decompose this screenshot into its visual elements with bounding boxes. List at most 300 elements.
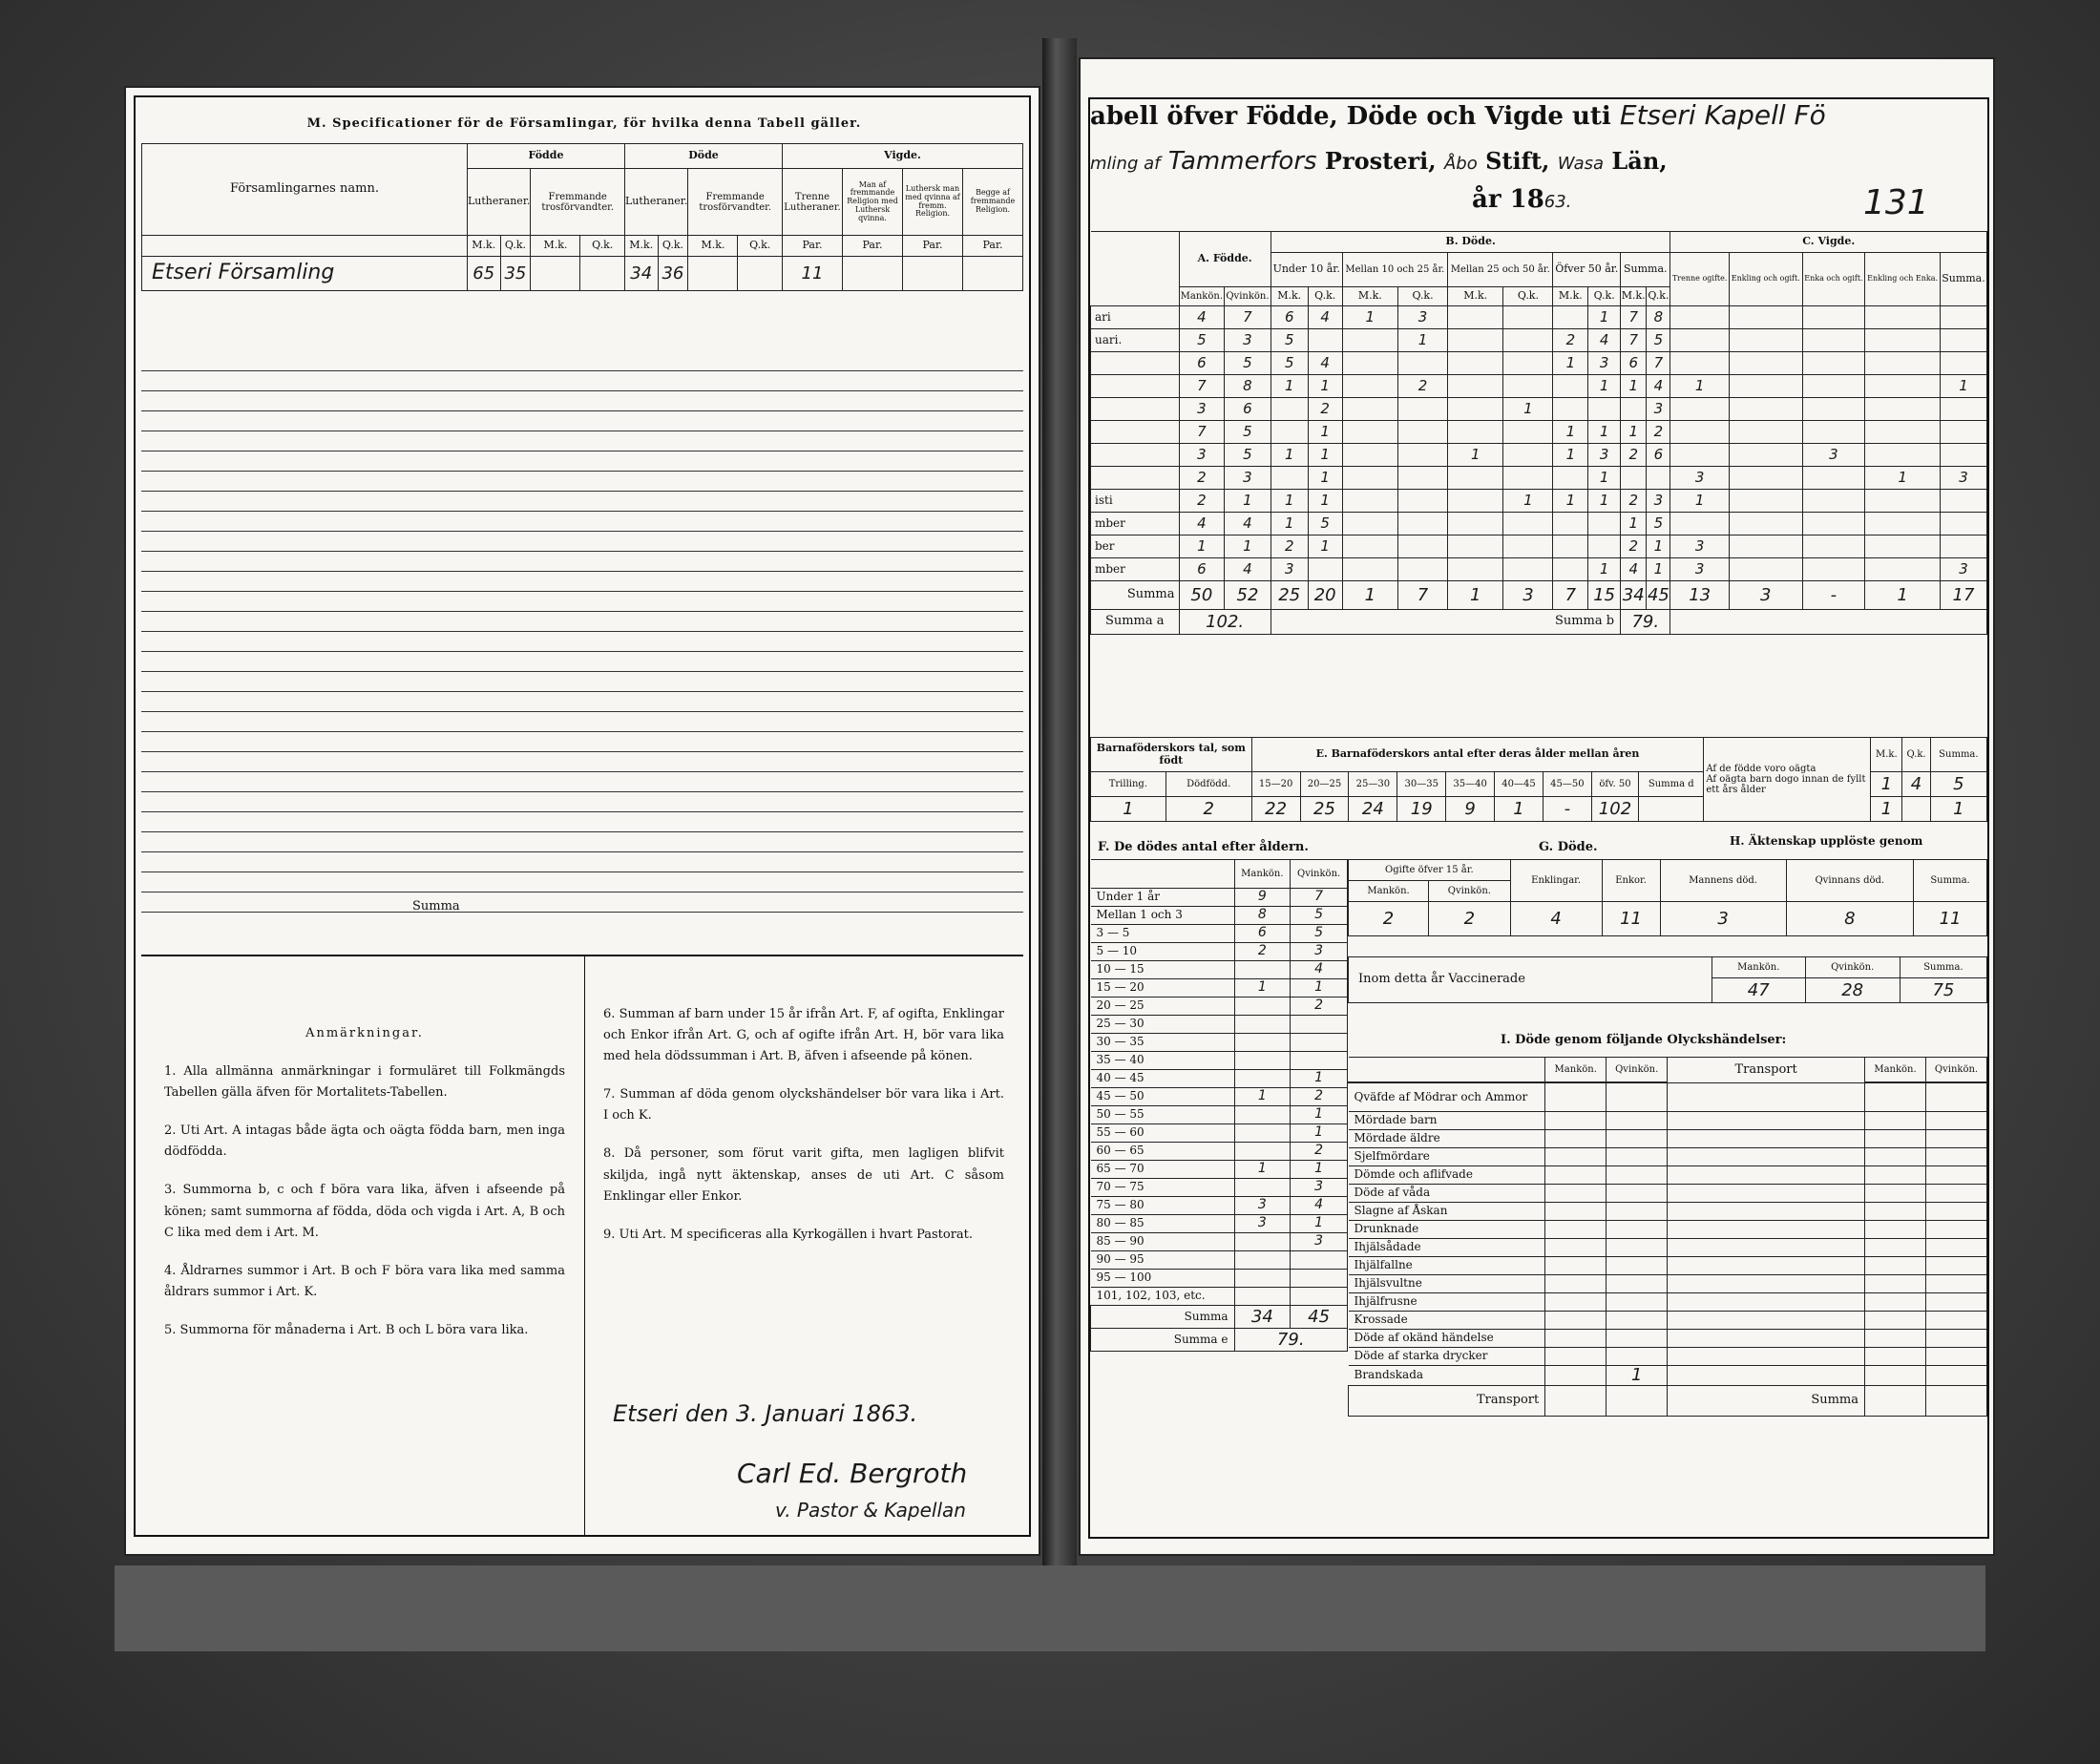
abc-cell <box>1670 421 1729 444</box>
summa-cell: 1 <box>1865 581 1941 610</box>
age-label: 45 — 50 <box>1091 1088 1235 1106</box>
abc-cell <box>1802 490 1865 513</box>
abc-cell: 1 <box>1503 398 1553 421</box>
age-label: 80 — 85 <box>1091 1215 1235 1233</box>
e-value: 9 <box>1446 797 1495 822</box>
abc-cell <box>1729 306 1802 329</box>
abc-cell: 7 <box>1647 352 1670 375</box>
ledger-line <box>141 351 1023 371</box>
month-label: ber <box>1091 536 1180 558</box>
abc-cell: 1 <box>1308 444 1342 467</box>
abc-cell <box>1553 375 1588 398</box>
abc-cell: 3 <box>1179 398 1225 421</box>
accident-cell <box>1668 1185 1865 1203</box>
abc-cell <box>1397 421 1447 444</box>
accident-label: Drunknade <box>1349 1221 1545 1239</box>
heading2-hand3: Wasa <box>1557 154 1605 174</box>
i-table <box>1348 1057 1987 1417</box>
notes-divider <box>141 955 1023 956</box>
oagta-summa: Summa. <box>1930 738 1986 772</box>
i-body <box>1349 1083 1987 1386</box>
oagta-1: Af de födde voro oägta <box>1706 764 1816 774</box>
accident-cell <box>1545 1166 1606 1185</box>
oagta-value: 1 <box>1930 797 1986 822</box>
accident-cell <box>1606 1275 1668 1293</box>
abc-cell <box>1940 398 1986 421</box>
i-qvinkon-2: Qvinkön. <box>1926 1058 1987 1082</box>
f-mk-cell: 9 <box>1234 889 1291 907</box>
mk-header: M.k. <box>468 236 501 257</box>
abc-cell <box>1802 375 1865 398</box>
vacc-value: 28 <box>1805 978 1900 1003</box>
accident-cell <box>1865 1275 1926 1293</box>
accident-cell <box>1865 1293 1926 1312</box>
abc-cell: 2 <box>1621 444 1647 467</box>
abc-cell: 1 <box>1270 513 1308 536</box>
abc-cell <box>1865 375 1941 398</box>
e-value: - <box>1543 797 1591 822</box>
f-qk-cell <box>1291 1251 1348 1270</box>
par-header: Par. <box>843 236 903 257</box>
parish-name: Etseri Församling <box>142 257 468 291</box>
f-qk-cell: 2 <box>1291 1088 1348 1106</box>
accident-cell <box>1545 1083 1606 1112</box>
abc-cell <box>1342 421 1397 444</box>
heading2-mid: Prosteri, <box>1324 147 1437 175</box>
vacc-mankon: Mankön. <box>1712 957 1806 978</box>
oagta-value: 1 <box>1871 797 1902 822</box>
abc-cell <box>1729 490 1802 513</box>
abc-cell: 3 <box>1940 467 1986 490</box>
f-qk-cell <box>1291 1034 1348 1052</box>
ogifte15: Ogifte öfver 15 år. <box>1349 860 1511 881</box>
abc-cell: 3 <box>1940 558 1986 581</box>
accident-cell <box>1926 1221 1987 1239</box>
f-mk-cell <box>1234 1070 1291 1088</box>
abc-cell <box>1588 398 1621 421</box>
summa-cell: 7 <box>1397 581 1447 610</box>
abc-cell: 2 <box>1308 398 1342 421</box>
f-mk-cell <box>1234 1052 1291 1070</box>
oagta-qk: Q.k. <box>1902 738 1930 772</box>
abc-cell <box>1802 352 1865 375</box>
abc-cell <box>1397 490 1447 513</box>
vacc-label: Inom detta år Vaccinerade <box>1349 957 1712 1003</box>
accident-label: Mördade barn <box>1349 1112 1545 1130</box>
accident-cell <box>1606 1293 1668 1312</box>
ledger-line <box>141 552 1023 572</box>
accident-cell <box>1668 1312 1865 1330</box>
summa-cell: - <box>1802 581 1865 610</box>
notes-right <box>603 1004 1004 1263</box>
g-value: 2 <box>1349 902 1429 936</box>
accident-cell <box>1926 1312 1987 1330</box>
abc-cell <box>1397 444 1447 467</box>
heading2-hand: Tammerfors <box>1167 147 1317 176</box>
year-label: år 18 <box>1472 185 1544 214</box>
age-col: 45—50 <box>1543 772 1591 797</box>
age-label: 20 — 25 <box>1091 998 1235 1016</box>
accident-label: Ihjälsvultne <box>1349 1275 1545 1293</box>
abc-cell <box>1553 398 1588 421</box>
accident-cell <box>1865 1239 1926 1257</box>
accident-cell <box>1865 1112 1926 1130</box>
abc-cell <box>1865 490 1941 513</box>
abc-cell: 3 <box>1225 329 1271 352</box>
abc-cell <box>1865 352 1941 375</box>
accident-cell <box>1668 1239 1865 1257</box>
c-vigde: C. Vigde. <box>1670 232 1987 253</box>
e-value: 102 <box>1591 797 1638 822</box>
abc-cell <box>1342 467 1397 490</box>
abc-cell <box>1802 536 1865 558</box>
enkor: Enkor. <box>1602 860 1660 902</box>
ledger-line <box>141 692 1023 712</box>
age-label: Mellan 1 och 3 <box>1091 907 1235 925</box>
qk-header: Q.k. <box>500 236 531 257</box>
abc-cell <box>1503 375 1553 398</box>
abc-cell: 1 <box>1588 306 1621 329</box>
abc-cell <box>1729 467 1802 490</box>
accident-cell <box>1865 1148 1926 1166</box>
qk-header: Q.k. <box>1588 287 1621 306</box>
ledger-line <box>141 452 1023 472</box>
vigde-par-value: 11 <box>783 257 843 291</box>
f-qk-cell: 1 <box>1291 1215 1348 1233</box>
abc-cell: 6 <box>1179 352 1225 375</box>
f-mankon: Mankön. <box>1234 860 1291 889</box>
accident-label: Döde af okänd händelse <box>1349 1330 1545 1348</box>
col-dode: Döde <box>624 144 782 169</box>
g-value: 2 <box>1429 902 1511 936</box>
accident-cell <box>1545 1185 1606 1203</box>
abc-cell: 5 <box>1647 513 1670 536</box>
heading-line2 <box>1090 147 1668 176</box>
abc-cell <box>1448 490 1503 513</box>
abc-cell <box>1940 352 1986 375</box>
age-label: 15 — 20 <box>1091 979 1235 998</box>
abc-cell: 2 <box>1553 329 1588 352</box>
vacc-value: 75 <box>1900 978 1986 1003</box>
abc-cell <box>1448 352 1503 375</box>
qk-header: Q.k. <box>580 236 625 257</box>
accident-cell <box>1926 1275 1987 1293</box>
f-mk-cell <box>1234 1106 1291 1124</box>
heading2-stift: Stift, <box>1485 147 1550 175</box>
heading2-pre: mling af <box>1090 154 1161 174</box>
age-col: 25—30 <box>1349 772 1397 797</box>
summa-b-label: Summa b <box>1270 610 1620 635</box>
month-label: mber <box>1091 558 1180 581</box>
age-label: 75 — 80 <box>1091 1197 1235 1215</box>
i-transport: Transport <box>1668 1058 1865 1083</box>
gh-table <box>1348 859 1987 936</box>
abc-cell: 1 <box>1308 421 1342 444</box>
abc-cell: 3 <box>1588 444 1621 467</box>
heading2-lan: Län, <box>1611 147 1668 175</box>
fodde-mk-value: 65 <box>468 257 501 291</box>
accident-cell <box>1606 1221 1668 1239</box>
abc-cell <box>1865 398 1941 421</box>
abc-cell: 3 <box>1270 558 1308 581</box>
abc-cell: 3 <box>1670 467 1729 490</box>
note-2: 2. Uti Art. A intagas både ägta och oägta födda barn, men inga dödfödda. <box>164 1124 565 1160</box>
par-header: Par. <box>903 236 963 257</box>
abc-cell: 5 <box>1225 444 1271 467</box>
abc-cell <box>1729 329 1802 352</box>
qvinnans-dod: Qvinnans död. <box>1786 860 1914 902</box>
mellan10-25: Mellan 10 och 25 år. <box>1342 253 1447 287</box>
abc-cell <box>1940 306 1986 329</box>
abc-cell: 2 <box>1647 421 1670 444</box>
abc-cell: 1 <box>1553 444 1588 467</box>
f-qk-cell: 7 <box>1291 889 1348 907</box>
f-mk-cell <box>1234 1233 1291 1251</box>
abc-cell: 4 <box>1308 306 1342 329</box>
abc-cell <box>1342 375 1397 398</box>
abc-cell <box>1553 558 1588 581</box>
abc-cell <box>1729 398 1802 421</box>
vigde-begge: Begge af fremmande Religion. <box>963 169 1023 236</box>
accident-cell <box>1926 1083 1987 1112</box>
f-qk-cell <box>1291 1016 1348 1034</box>
h-summa: Summa. <box>1914 860 1987 902</box>
b-summa: Summa. <box>1621 253 1670 287</box>
abc-table <box>1090 231 1987 635</box>
note-5: 5. Summorna för månaderna i Art. B och L böra vara lika. <box>164 1322 529 1337</box>
oagta-value <box>1902 797 1930 822</box>
age-label: 90 — 95 <box>1091 1251 1235 1270</box>
abc-cell: 5 <box>1308 513 1342 536</box>
f-qk-cell: 4 <box>1291 1197 1348 1215</box>
abc-cell <box>1940 513 1986 536</box>
abc-cell: 6 <box>1647 444 1670 467</box>
signature: Carl Ed. Bergroth <box>737 1458 968 1489</box>
age-col: 30—35 <box>1397 772 1446 797</box>
abc-cell: 1 <box>1397 329 1447 352</box>
qk-header: Q.k. <box>738 236 783 257</box>
abc-cell <box>1448 513 1503 536</box>
vigde-luthersk-man: Luthersk man med qvinna af fremm. Religion. <box>903 169 963 236</box>
abc-cell <box>1802 513 1865 536</box>
mk-header: M.k. <box>1270 287 1308 306</box>
month-label <box>1091 444 1180 467</box>
abc-cell <box>1397 536 1447 558</box>
accident-label: Brandskada <box>1349 1366 1545 1386</box>
abc-cell: 5 <box>1225 421 1271 444</box>
abc-cell: 3 <box>1179 444 1225 467</box>
abc-cell: 1 <box>1308 490 1342 513</box>
abc-cell <box>1865 329 1941 352</box>
ledger-line <box>141 832 1023 852</box>
dode-mk-value: 34 <box>624 257 658 291</box>
accident-cell <box>1926 1257 1987 1275</box>
summa-cell: 45 <box>1647 581 1670 610</box>
abc-cell: 1 <box>1588 490 1621 513</box>
age-label: 70 — 75 <box>1091 1179 1235 1197</box>
i-transport-bottom: Transport <box>1349 1385 1545 1416</box>
abc-cell <box>1342 352 1397 375</box>
age-label: 5 — 10 <box>1091 943 1235 961</box>
accident-cell <box>1606 1112 1668 1130</box>
accident-cell <box>1545 1312 1606 1330</box>
accident-cell <box>1926 1148 1987 1166</box>
abc-cell <box>1503 558 1553 581</box>
abc-cell: 1 <box>1865 467 1941 490</box>
summa-cell: 1 <box>1342 581 1397 610</box>
ledger-line <box>141 532 1023 552</box>
ledger-line <box>141 812 1023 832</box>
accident-label: Qväfde af Mödrar och Ammor <box>1349 1083 1545 1112</box>
abc-cell <box>1503 513 1553 536</box>
summa-cell: 1 <box>1448 581 1503 610</box>
age-col: Summa d <box>1639 772 1704 797</box>
f-mk-cell: 8 <box>1234 907 1291 925</box>
abc-cell <box>1729 536 1802 558</box>
i-qvinkon: Qvinkön. <box>1606 1058 1668 1082</box>
accident-cell <box>1865 1130 1926 1148</box>
ledger-line <box>141 852 1023 872</box>
e-value: 24 <box>1349 797 1397 822</box>
accident-cell <box>1545 1221 1606 1239</box>
abc-cell <box>1448 329 1503 352</box>
note-3: 3. Summorna b, c och f böra vara lika, äfven i afseende på könen; samt summorna af födda, döda och vigda i Art. A, B och C lika med dem i Art. M. <box>164 1183 565 1240</box>
age-label: 30 — 35 <box>1091 1034 1235 1052</box>
month-label <box>1091 398 1180 421</box>
book-gutter <box>1042 38 1077 1642</box>
accident-label: Ihjälfallne <box>1349 1257 1545 1275</box>
accident-cell <box>1926 1130 1987 1148</box>
mk-header: M.k. <box>1553 287 1588 306</box>
f-qk-cell: 2 <box>1291 1143 1348 1161</box>
b-dode: B. Döde. <box>1270 232 1670 253</box>
e-value: 2 <box>1166 797 1251 822</box>
accident-label: Slagne af Åskan <box>1349 1203 1545 1221</box>
accident-label: Mördade äldre <box>1349 1130 1545 1148</box>
summa-cell: 52 <box>1225 581 1271 610</box>
month-label: mber <box>1091 513 1180 536</box>
abc-cell: 7 <box>1179 421 1225 444</box>
abc-cell: 1 <box>1553 490 1588 513</box>
accident-cell <box>1865 1203 1926 1221</box>
summa-cell: 25 <box>1270 581 1308 610</box>
f-title: F. De dödes antal efter åldern. <box>1098 840 1309 854</box>
summa-cell: 17 <box>1940 581 1986 610</box>
abc-cell <box>1940 329 1986 352</box>
abc-cell <box>1940 490 1986 513</box>
month-label: uari. <box>1091 329 1180 352</box>
accident-cell <box>1668 1203 1865 1221</box>
accident-cell <box>1668 1221 1865 1239</box>
dode-fremmande: Fremmande trosförvandter. <box>688 169 783 236</box>
abc-cell <box>1865 306 1941 329</box>
accident-cell <box>1926 1112 1987 1130</box>
accident-cell <box>1606 1166 1668 1185</box>
summa-row-label: Summa <box>1091 581 1180 610</box>
abc-cell: 2 <box>1621 490 1647 513</box>
accident-cell <box>1668 1166 1865 1185</box>
accident-cell <box>1545 1148 1606 1166</box>
abc-cell: 6 <box>1179 558 1225 581</box>
abc-cell <box>1503 536 1553 558</box>
abc-cell <box>1553 467 1588 490</box>
accident-label: Sjelfmördare <box>1349 1148 1545 1166</box>
abc-cell: 4 <box>1621 558 1647 581</box>
abc-cell <box>1342 444 1397 467</box>
abc-cell: 1 <box>1588 375 1621 398</box>
abc-cell <box>1503 444 1553 467</box>
f-qk-cell: 4 <box>1291 961 1348 979</box>
month-label: isti <box>1091 490 1180 513</box>
abc-cell: 1 <box>1342 306 1397 329</box>
f-mk-cell <box>1234 961 1291 979</box>
abc-cell: 3 <box>1647 490 1670 513</box>
abc-cell <box>1865 444 1941 467</box>
abc-cell <box>1670 352 1729 375</box>
accident-label: Döde af våda <box>1349 1185 1545 1203</box>
ledger-line <box>141 391 1023 411</box>
date-line: Etseri den 3. Januari 1863. <box>613 1400 918 1427</box>
f-qvinkon: Qvinkön. <box>1291 860 1348 889</box>
abc-cell <box>1802 329 1865 352</box>
abc-cell: 4 <box>1225 513 1271 536</box>
enkling-ogift: Enkling och ogift. <box>1729 253 1802 306</box>
abc-cell <box>1940 444 1986 467</box>
ledger-line <box>141 872 1023 892</box>
e-value: 1 <box>1091 797 1166 822</box>
accident-cell: 1 <box>1606 1366 1668 1386</box>
abc-cell <box>1588 513 1621 536</box>
f-mk-cell <box>1234 1288 1291 1306</box>
vaccination-table <box>1348 956 1987 1003</box>
accident-cell <box>1606 1330 1668 1348</box>
ledger-line <box>141 632 1023 652</box>
ledger-line <box>141 672 1023 692</box>
abc-cell: 5 <box>1270 352 1308 375</box>
ledger-line <box>141 472 1023 492</box>
age-label: 10 — 15 <box>1091 961 1235 979</box>
summa-cell: 34 <box>1621 581 1647 610</box>
abc-cell <box>1448 467 1503 490</box>
abc-cell <box>1729 558 1802 581</box>
abc-cell <box>1729 352 1802 375</box>
ledger-line <box>141 792 1023 812</box>
accident-cell <box>1668 1275 1865 1293</box>
accident-cell <box>1865 1312 1926 1330</box>
abc-cell <box>1503 467 1553 490</box>
oagta-text <box>1704 738 1871 822</box>
f-mk-cell: 1 <box>1234 1161 1291 1179</box>
vigde-trenne: Trenne Lutheraner. <box>783 169 843 236</box>
abc-cell <box>1670 444 1729 467</box>
abc-cell: 3 <box>1225 467 1271 490</box>
abc-cell <box>1308 558 1342 581</box>
abc-cell: 1 <box>1588 421 1621 444</box>
abc-cell <box>1553 513 1588 536</box>
summa-b-value: 79. <box>1621 610 1670 635</box>
e-value: 1 <box>1495 797 1544 822</box>
abc-cell <box>1397 467 1447 490</box>
ledger-line <box>141 512 1023 532</box>
abc-cell: 1 <box>1940 375 1986 398</box>
abc-cell: 1 <box>1621 513 1647 536</box>
notes-left <box>164 1023 565 1358</box>
mk-header: M.k. <box>531 236 580 257</box>
f-mk-cell: 2 <box>1234 943 1291 961</box>
mankon-header: Mankön. <box>1179 287 1225 306</box>
enka-ogift: Enka och ogift. <box>1802 253 1865 306</box>
accident-cell <box>1668 1293 1865 1312</box>
